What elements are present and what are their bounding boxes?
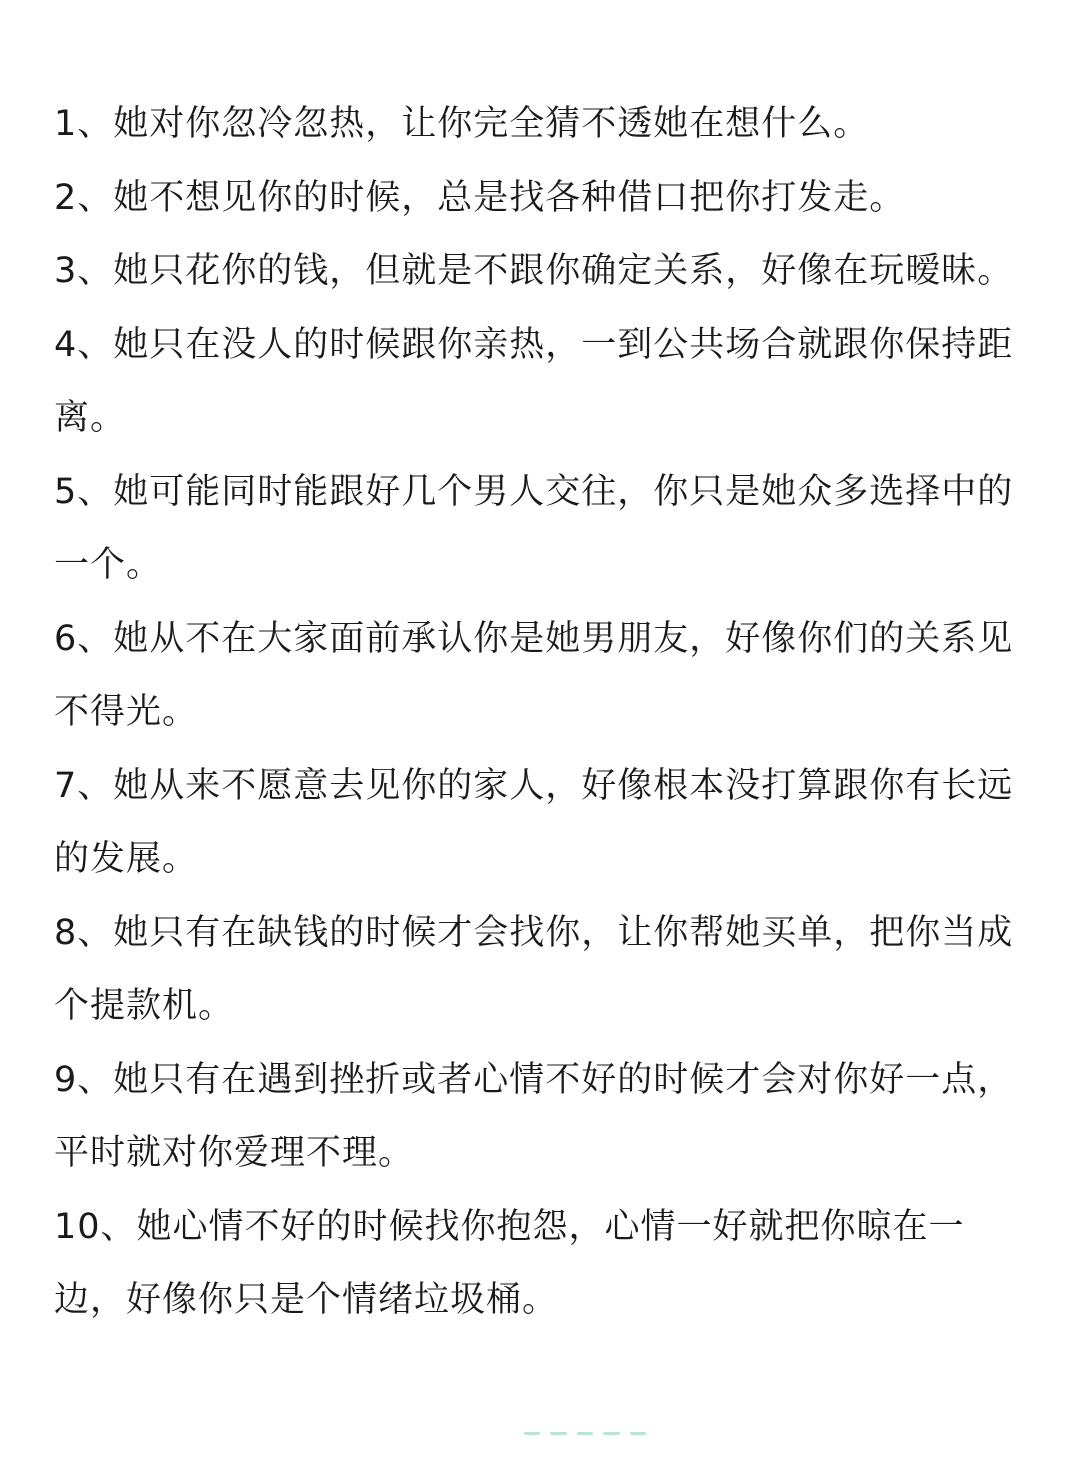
text-list [54, 88, 1034, 1338]
list-item-3: 3、她只花你的钱，但就是不跟你确定关系，好像在玩暧昧。 [54, 251, 1014, 291]
list-item-8: 8、她只有在缺钱的时候才会找你，让你帮她买单，把你当成个提款机。 [54, 912, 1014, 1026]
list-item-5: 5、她可能同时能跟好几个男人交往，你只是她众多选择中的一个。 [54, 471, 1014, 585]
list-item-4: 4、她只在没人的时候跟你亲热，一到公共场合就跟你保持距离。 [54, 324, 1014, 438]
dash-2 [550, 1432, 566, 1435]
dash-5 [630, 1432, 646, 1435]
list-item-6: 6、她从不在大家面前承认你是她男朋友，好像你们的关系见不得光。 [54, 618, 1014, 732]
list-item-1: 1、她对你忽冷忽热，让你完全猜不透她在想什么。 [54, 104, 870, 144]
dash-1 [524, 1432, 540, 1435]
list-item-10: 10、她心情不好的时候找你抱怨，心情一好就把你晾在一边，好像你只是个情绪垃圾桶。 [54, 1206, 965, 1320]
dash-4 [603, 1432, 619, 1435]
list-item-2: 2、她不想见你的时候，总是找各种借口把你打发走。 [54, 177, 906, 218]
list-item-9: 9、她只有在遇到挫折或者心情不好的时候才会对你好一点，平时就对你爱理不理。 [54, 1059, 1014, 1173]
decorative-dashes [524, 1432, 646, 1436]
dash-3 [577, 1432, 593, 1435]
list-item-7: 7、她从来不愿意去见你的家人，好像根本没打算跟你有长远的发展。 [54, 765, 1014, 879]
